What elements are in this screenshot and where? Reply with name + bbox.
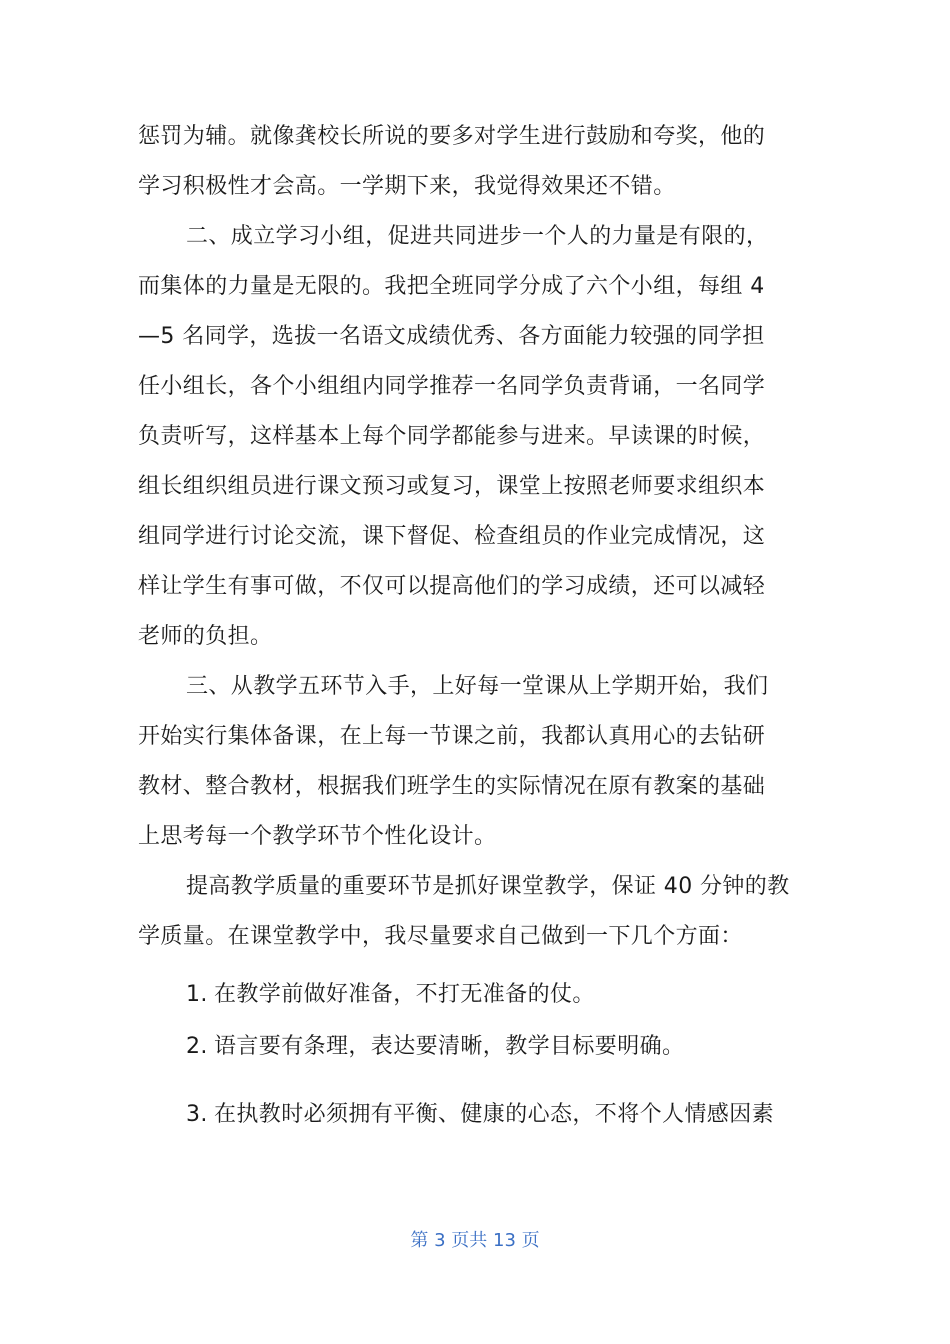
list-text: 在教学前做好准备，不打无准备的仗。	[214, 982, 595, 1007]
text-line-5: —5 名同学，选拔一名语文成绩优秀、各方面能力较强的同学担	[138, 324, 765, 349]
text-line-10: 样让学生有事可做，不仅可以提高他们的学习成绩，还可以减轻	[138, 574, 766, 599]
text-line-8: 组长组织组员进行课文预习或复习，课堂上按照老师要求组织本	[138, 474, 766, 499]
text-line-4: 而集体的力量是无限的。我把全班同学分成了六个小组，每组 4	[138, 274, 765, 299]
text-line-11: 老师的负担。	[138, 624, 273, 649]
page-number: 第 3 页共 13 页	[410, 1230, 540, 1251]
list-item	[186, 1032, 684, 1062]
list-text: 在执教时必须拥有平衡、健康的心态，不将个人情感因素	[214, 1102, 775, 1127]
text-line-6: 任小组长，各个小组组内同学推荐一名同学负责背诵，一名同学	[138, 374, 766, 399]
list-number: 3.	[186, 1102, 208, 1127]
text-line-17: 学质量。在课堂教学中，我尽量要求自己做到一下几个方面：	[138, 924, 743, 949]
text-line-15: 上思考每一个教学环节个性化设计。	[138, 824, 497, 849]
list-item	[186, 980, 595, 1010]
text-line-1: 惩罚为辅。就像龚校长所说的要多对学生进行鼓励和夸奖，他的	[138, 124, 766, 149]
list-number: 2.	[186, 1034, 208, 1059]
section-two-heading: 二、成立学习小组，促进共同进步一个人的力量是有限的，	[186, 224, 769, 249]
text-line-14: 教材、整合教材，根据我们班学生的实际情况在原有教案的基础	[138, 774, 766, 799]
text-line-13: 开始实行集体备课，在上每一节课之前，我都认真用心的去钻研	[138, 724, 766, 749]
text-line-16: 提高教学质量的重要环节是抓好课堂教学，保证 40 分钟的教	[186, 874, 790, 899]
text-line-2: 学习积极性才会高。一学期下来，我觉得效果还不错。	[138, 174, 676, 199]
list-text: 语言要有条理，表达要清晰，教学目标要明确。	[214, 1034, 685, 1059]
list-number: 1.	[186, 982, 208, 1007]
page-footer	[0, 1228, 950, 1254]
section-three-heading: 三、从教学五环节入手，上好每一堂课从上学期开始，我们	[186, 674, 769, 699]
list-item	[186, 1100, 774, 1130]
text-line-7: 负责听写，这样基本上每个同学都能参与进来。早读课的时候，	[138, 424, 766, 449]
text-line-9: 组同学进行讨论交流，课下督促、检查组员的作业完成情况，这	[138, 524, 766, 549]
